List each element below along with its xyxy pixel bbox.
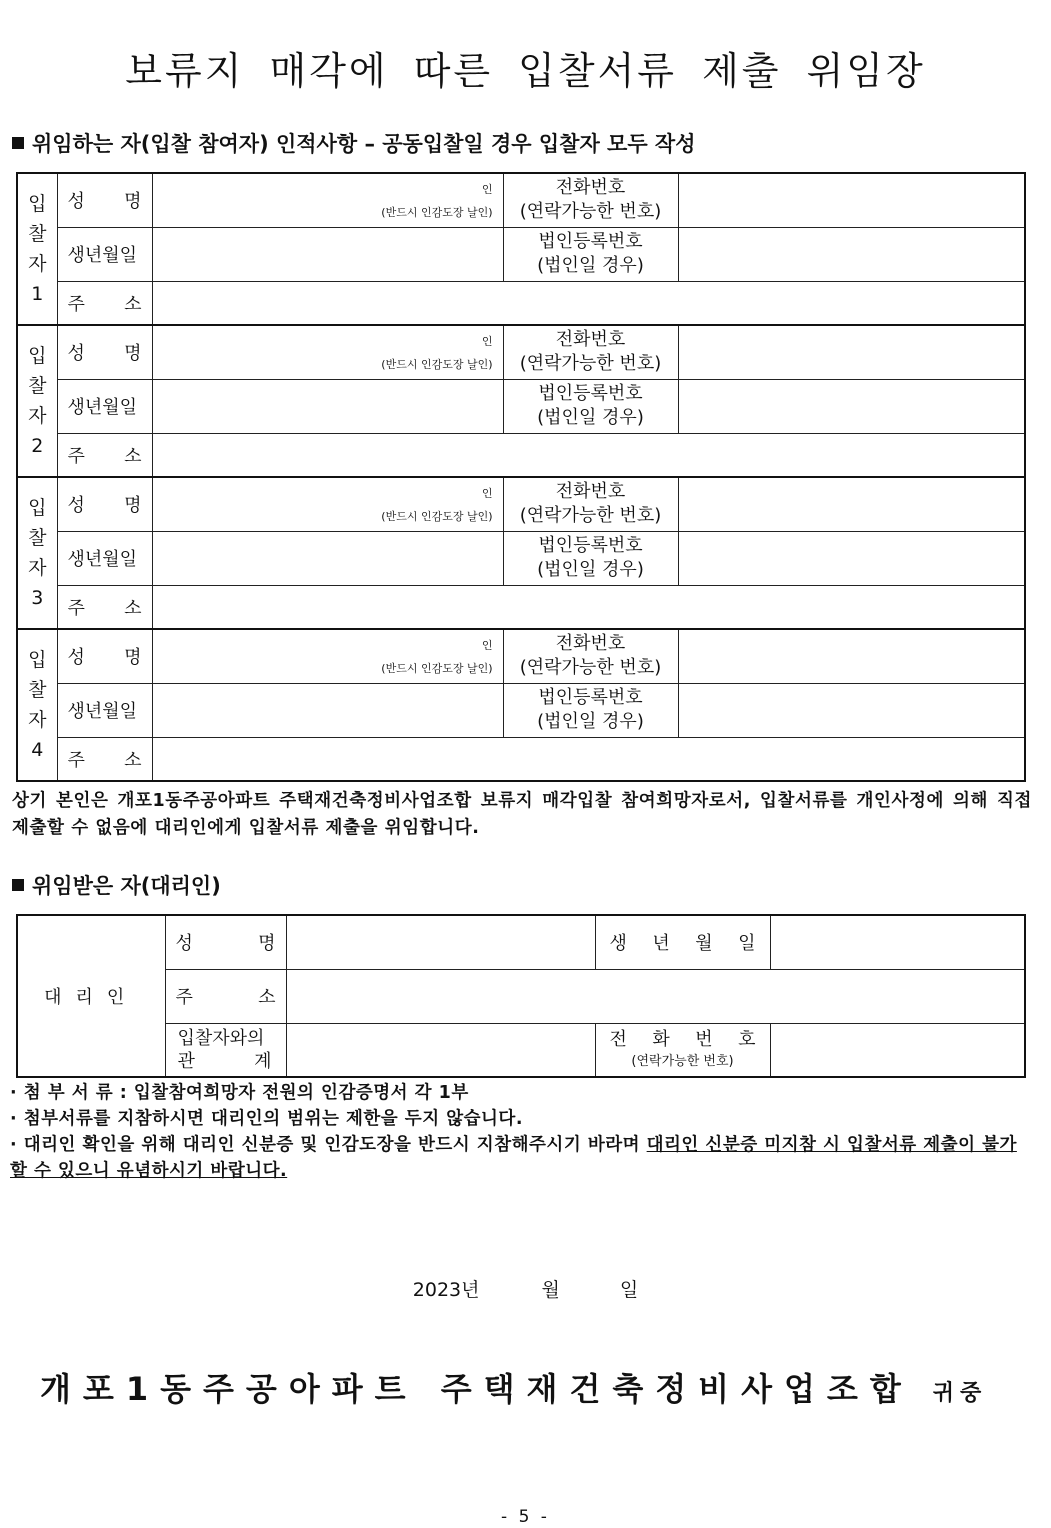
address-label: 주 소 xyxy=(57,585,152,629)
name-field[interactable] xyxy=(152,477,503,531)
phone-label: 전화번호 (연락가능한 번호) xyxy=(503,477,678,531)
agent-phone-field[interactable] xyxy=(770,1023,1025,1077)
name-field[interactable] xyxy=(152,173,503,227)
phone-label: 전화번호 (연락가능한 번호) xyxy=(503,173,678,227)
address-field[interactable] xyxy=(152,585,1025,629)
name-label: 성 명 xyxy=(57,477,152,531)
corp-field[interactable] xyxy=(678,379,1025,433)
delegation-statement: 상기 본인은 개포1동주공아파트 주택재건축정비사업조합 보류지 매각입찰 참여희망자로서, 입찰서류를 개인사정에 의해 직접 제출할 수 없음에 대리인에게 입찰서류 제출을 위임합니다. xyxy=(12,791,1032,838)
phone-label: 전화번호 (연락가능한 번호) xyxy=(503,325,678,379)
address-label: 주 소 xyxy=(57,281,152,325)
bidder-label: 입 찰 자 1 xyxy=(17,173,57,325)
bidder-label: 입 찰 자 3 xyxy=(17,477,57,629)
bidder-label: 입 찰 자 4 xyxy=(17,629,57,781)
seal-mark: 인 xyxy=(481,183,493,196)
bidder-table xyxy=(16,172,1026,782)
birth-field[interactable] xyxy=(152,683,503,737)
seal-note: (반드시 인감도장 날인) xyxy=(381,662,493,675)
agent-label: 대리인 xyxy=(17,915,165,1077)
bidder-group xyxy=(17,477,1025,629)
note-scope: · 첨부서류를 지참하시면 대리인의 범위는 제한을 두지 않습니다. xyxy=(10,1109,523,1129)
birth-field[interactable] xyxy=(152,227,503,281)
seal-note: (반드시 인감도장 날인) xyxy=(381,206,493,219)
seal-mark: 인 xyxy=(481,335,493,348)
name-field[interactable] xyxy=(152,629,503,683)
phone-field[interactable] xyxy=(678,325,1025,379)
agent-relation-label: 입찰자와의 관 계 xyxy=(165,1023,286,1077)
page-title: 보류지 매각에 따른 입찰서류 제출 위임장 xyxy=(125,49,926,93)
corp-field[interactable] xyxy=(678,683,1025,737)
birth-label: 생년월일 xyxy=(57,379,152,433)
seal-note: (반드시 인감도장 날인) xyxy=(381,358,493,371)
agent-address-field[interactable] xyxy=(286,969,1025,1023)
bidder-group xyxy=(17,629,1025,781)
agent-relation-field[interactable] xyxy=(286,1023,595,1077)
birth-field[interactable] xyxy=(152,379,503,433)
corp-label: 법인등록번호 (법인일 경우) xyxy=(503,379,678,433)
note-id-required: · 대리인 확인을 위해 대리인 신분증 및 인감도장을 반드시 지참해주시기 바라며 대리인 신분증 미지참 시 입찰서류 제출이 불가할 수 있으니 유념하시기 바랍니다. xyxy=(10,1135,1017,1181)
corp-label: 법인등록번호 (법인일 경우) xyxy=(503,531,678,585)
address-field[interactable] xyxy=(152,737,1025,781)
addressee: 개포1동주공아파트 주택재건축정비사업조합 귀중 xyxy=(40,1370,988,1408)
agent-phone-label: 전 화 번 호 (연락가능한 번호) xyxy=(595,1023,770,1077)
name-label: 성 명 xyxy=(57,629,152,683)
address-field[interactable] xyxy=(152,433,1025,477)
phone-field[interactable] xyxy=(678,173,1025,227)
note-attachment: · 첨 부 서 류 : 입찰참여희망자 전원의 인감증명서 각 1부 xyxy=(10,1083,469,1103)
agent-birth-field[interactable] xyxy=(770,915,1025,969)
corp-field[interactable] xyxy=(678,227,1025,281)
bidder-group xyxy=(17,173,1025,325)
page-number: - 5 - xyxy=(501,1507,550,1527)
phone-field[interactable] xyxy=(678,477,1025,531)
section2-heading: 위임받은 자(대리인) xyxy=(12,870,221,900)
agent-name-label: 성 명 xyxy=(165,915,286,969)
corp-label: 법인등록번호 (법인일 경우) xyxy=(503,683,678,737)
corp-field[interactable] xyxy=(678,531,1025,585)
bidder-group xyxy=(17,325,1025,477)
seal-mark: 인 xyxy=(481,487,493,500)
phone-label: 전화번호 (연락가능한 번호) xyxy=(503,629,678,683)
agent-address-label: 주 소 xyxy=(165,969,286,1023)
section1-heading: 위임하는 자(입찰 참여자) 인적사항 – 공동입찰일 경우 입찰자 모두 작성 xyxy=(12,128,696,158)
square-bullet-icon xyxy=(12,137,24,149)
seal-note: (반드시 인감도장 날인) xyxy=(381,510,493,523)
address-label: 주 소 xyxy=(57,737,152,781)
corp-label: 법인등록번호 (법인일 경우) xyxy=(503,227,678,281)
address-field[interactable] xyxy=(152,281,1025,325)
bidder-label: 입 찰 자 2 xyxy=(17,325,57,477)
square-bullet-icon xyxy=(12,879,24,891)
phone-field[interactable] xyxy=(678,629,1025,683)
name-field[interactable] xyxy=(152,325,503,379)
birth-label: 생년월일 xyxy=(57,227,152,281)
name-label: 성 명 xyxy=(57,325,152,379)
birth-field[interactable] xyxy=(152,531,503,585)
agent-table xyxy=(16,914,1026,1078)
address-label: 주 소 xyxy=(57,433,152,477)
name-label: 성 명 xyxy=(57,173,152,227)
date-line: 2023년 월 일 xyxy=(412,1279,639,1301)
agent-name-field[interactable] xyxy=(286,915,595,969)
birth-label: 생년월일 xyxy=(57,531,152,585)
agent-birth-label: 생 년 월 일 xyxy=(595,915,770,969)
notes xyxy=(10,1080,1030,1184)
birth-label: 생년월일 xyxy=(57,683,152,737)
seal-mark: 인 xyxy=(481,639,493,652)
